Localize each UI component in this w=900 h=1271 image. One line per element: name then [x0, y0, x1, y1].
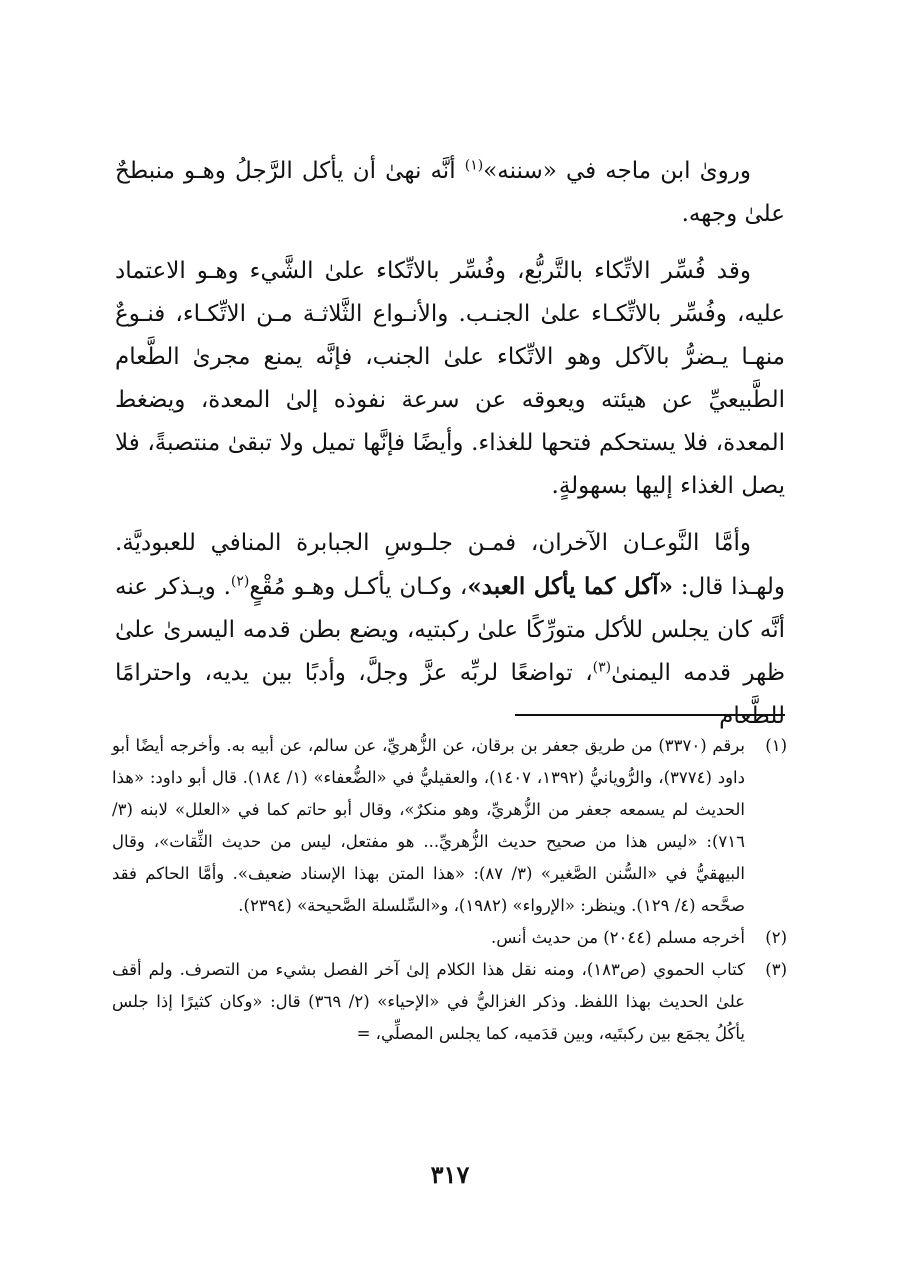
paragraph-3-part-a: وأمَّا النَّوعـان الآخران، فمـن جلـوسِ الجبابرة المنافي للعبوديَّة. ولهـذا قال: — [115, 530, 785, 600]
paragraph-3-part-c: . ويـذكر عنه أنَّه كان يجلس للأكل متورِّكًا علىٰ ركبتيه، ويضع بطن قدمه اليسرىٰ علىٰ ظهر قدمه اليمنىٰ — [115, 574, 786, 686]
paragraph-3-part-b: ، وكـان يأكـل وهـو مُقْعٍ — [249, 574, 468, 600]
footnote-1 — [112, 730, 787, 922]
paragraph-1 — [115, 150, 785, 236]
footnote-text: برقم (٣٣٧٠) من طريق جعفر بن برقان، عن الزُّهريِّ، عن سالم، عن أبيه به. وأخرجه أيضًا أبو داود (٣٧٧٤)، والرُّويانيُّ (١٣٩٢، ١٤٠٧)، والعقيليُّ في «الضُّعفاء» (١/ ١٨٤). قال أبو داود: «هذا الحديث لم يسمعه جعفر من الزُّهريِّ، وهو منكرٌ»، وقال أبو حاتم كما في «العلل» لابنه (٣/ ٧١٦): «ليس هذا من صحيح حديث الزُّهريِّ... هو مفتعل، ليس من حديث الثِّقات»، وقال البيهقيُّ في «السُّنن الصَّغير» (٣/ ٨٧): «هذا المتن بهذا الإسناد ضعيف». وأمَّا الحاكم فقد صحَّحه (٤/ ١٢٩). وينظر: «الإرواء» (١٩٨٢)، و«السِّلسلة الصَّحيحة» (٢٣٩٤). — [112, 736, 745, 915]
footnote-text: كتاب الحموي (ص١٨٣)، ومنه نقل هذا الكلام إلىٰ آخر الفصل بشيء من التصرف. ولم أقف علىٰ الحديث بهذا اللفظ. وذكر الغزاليُّ في «الإحياء» (٢/ ٣٦٩) قال: «وكان كثيرًا إذا جلس يأكُلُ يجمَع بين ركبتَيه، وبين قدَميه، كما يجلس المصلِّي، = — [112, 960, 745, 1043]
hadith-quote: «آكل كما يأكل العبد» — [467, 573, 673, 600]
footnote-ref-1: (١) — [464, 157, 484, 174]
footnote-ref-3: (٣) — [592, 659, 612, 676]
footnote-text: أخرجه مسلم (٢٠٤٤) من حديث أنس. — [490, 928, 745, 947]
footnotes — [112, 730, 787, 1050]
page-number: ٣١٧ — [430, 1160, 470, 1189]
footnote-3 — [112, 954, 787, 1050]
footnote-number: (٣) — [765, 960, 787, 979]
footnote-2 — [112, 922, 787, 954]
footnote-ref-2: (٢) — [230, 573, 250, 590]
footnote-number: (١) — [765, 736, 787, 755]
paragraph-3-part-d: ، تواضعًا لربِّه عزَّ وجلَّ، وأدبًا بين يديه، واحترامًا للطَّعام — [115, 660, 785, 729]
paragraph-2: وقد فُسِّر الاتِّكاء بالتَّربُّع، وفُسِّر بالاتِّكاء علىٰ الشَّيء وهـو الاعتماد عليه، وفُسِّر بالاتِّكـاء علىٰ الجنـب. والأنـواع الثَّلاثـة مـن الاتِّكـاء، فنـوعٌ منهـا يـضرُّ بالآكل وهو الاتِّكاء علىٰ الجنب، فإنَّه يمنع مجرىٰ الطَّعام الطَّبيعيِّ عن هيئته ويعوقه عن سرعة نفوذه إلىٰ المعدة، ويضغط المعدة، فلا يستحكم فتحها للغذاء. وأيضًا فإنَّها تميل ولا تبقىٰ منتصبةً، فلا يصل الغذاء إليها بسهولةٍ. — [115, 258, 785, 499]
footnote-divider — [515, 714, 785, 716]
paragraph-1-part-a: وروىٰ ابن ماجه في «سننه» — [483, 158, 751, 184]
main-text — [115, 150, 785, 752]
paragraph-3 — [115, 522, 785, 738]
footnote-number: (٢) — [765, 928, 787, 947]
paragraph-1-part-b: أنَّه نهىٰ أن يأكل الرَّجلُ وهـو منبطحٌ علىٰ وجهه. — [115, 158, 785, 227]
